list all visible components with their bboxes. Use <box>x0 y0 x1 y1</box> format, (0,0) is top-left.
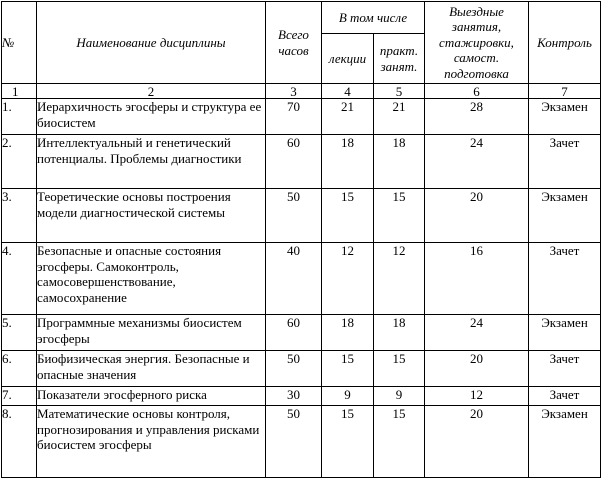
table-row <box>2 315 601 351</box>
row-number: 6. <box>2 351 37 387</box>
practice-hours: 15 <box>374 351 425 387</box>
practice-hours: 15 <box>374 406 425 478</box>
discipline-name: Программные механизмы биосистем эгосферы <box>37 315 266 351</box>
column-number: 4 <box>322 84 374 99</box>
row-number: 2. <box>2 135 37 189</box>
total-hours: 70 <box>266 99 322 135</box>
total-hours: 50 <box>266 406 322 478</box>
field-hours: 20 <box>425 351 529 387</box>
table-row <box>2 387 601 406</box>
header-total-hours: Всего часов <box>266 2 322 84</box>
practice-hours: 12 <box>374 243 425 315</box>
table-row <box>2 406 601 478</box>
column-number: 6 <box>425 84 529 99</box>
field-hours: 24 <box>425 135 529 189</box>
control-type: Экзамен <box>529 406 601 478</box>
total-hours: 60 <box>266 135 322 189</box>
discipline-name: Математические основы контроля, прогнозирования и управления рисками биосистем эгосферы <box>37 406 266 478</box>
practice-hours: 21 <box>374 99 425 135</box>
column-number-row <box>2 84 601 99</box>
total-hours: 60 <box>266 315 322 351</box>
row-number: 4. <box>2 243 37 315</box>
discipline-name: Безопасные и опасные состояния эгосферы. Самоконтроль, самосовершенствование, самосохранение <box>37 243 266 315</box>
control-type: Экзамен <box>529 99 601 135</box>
practice-hours: 15 <box>374 189 425 243</box>
lecture-hours: 18 <box>322 135 374 189</box>
lecture-hours: 15 <box>322 351 374 387</box>
discipline-name: Показатели эгосферного риска <box>37 387 266 406</box>
field-hours: 12 <box>425 387 529 406</box>
field-hours: 20 <box>425 406 529 478</box>
row-number: 7. <box>2 387 37 406</box>
practice-hours: 9 <box>374 387 425 406</box>
row-number: 3. <box>2 189 37 243</box>
column-number: 7 <box>529 84 601 99</box>
header-discipline-name: Наименование дисциплины <box>37 2 266 84</box>
row-number: 1. <box>2 99 37 135</box>
total-hours: 50 <box>266 351 322 387</box>
header-control: Контроль <box>529 2 601 84</box>
field-hours: 24 <box>425 315 529 351</box>
control-type: Зачет <box>529 135 601 189</box>
header-number: № <box>2 2 37 84</box>
control-type: Экзамен <box>529 315 601 351</box>
field-hours: 28 <box>425 99 529 135</box>
row-number: 5. <box>2 315 37 351</box>
control-type: Зачет <box>529 387 601 406</box>
discipline-name: Биофизическая энергия. Безопасные и опасные значения <box>37 351 266 387</box>
header-lectures: лекции <box>322 34 374 84</box>
practice-hours: 18 <box>374 315 425 351</box>
table-row <box>2 189 601 243</box>
column-number: 5 <box>374 84 425 99</box>
lecture-hours: 9 <box>322 387 374 406</box>
lecture-hours: 12 <box>322 243 374 315</box>
control-type: Зачет <box>529 243 601 315</box>
discipline-name: Теоретические основы построения модели диагностической системы <box>37 189 266 243</box>
control-type: Экзамен <box>529 189 601 243</box>
total-hours: 50 <box>266 189 322 243</box>
lecture-hours: 15 <box>322 406 374 478</box>
discipline-name: Интеллектуальный и генетический потенциалы. Проблемы диагностики <box>37 135 266 189</box>
row-number: 8. <box>2 406 37 478</box>
control-type: Зачет <box>529 351 601 387</box>
lecture-hours: 18 <box>322 315 374 351</box>
table-row <box>2 351 601 387</box>
discipline-name: Иерархичность эгосферы и структура ее биосистем <box>37 99 266 135</box>
table-row <box>2 99 601 135</box>
column-number: 1 <box>2 84 37 99</box>
total-hours: 40 <box>266 243 322 315</box>
table-row <box>2 135 601 189</box>
practice-hours: 18 <box>374 135 425 189</box>
lecture-hours: 21 <box>322 99 374 135</box>
curriculum-table <box>1 1 601 478</box>
header-field-sessions: Выездные занятия, стажировки, самост. подготовка <box>425 2 529 84</box>
header-practice: практ. занят. <box>374 34 425 84</box>
table-row <box>2 243 601 315</box>
column-number: 2 <box>37 84 266 99</box>
field-hours: 20 <box>425 189 529 243</box>
lecture-hours: 15 <box>322 189 374 243</box>
total-hours: 30 <box>266 387 322 406</box>
column-number: 3 <box>266 84 322 99</box>
header-including: В том числе <box>322 2 425 34</box>
field-hours: 16 <box>425 243 529 315</box>
